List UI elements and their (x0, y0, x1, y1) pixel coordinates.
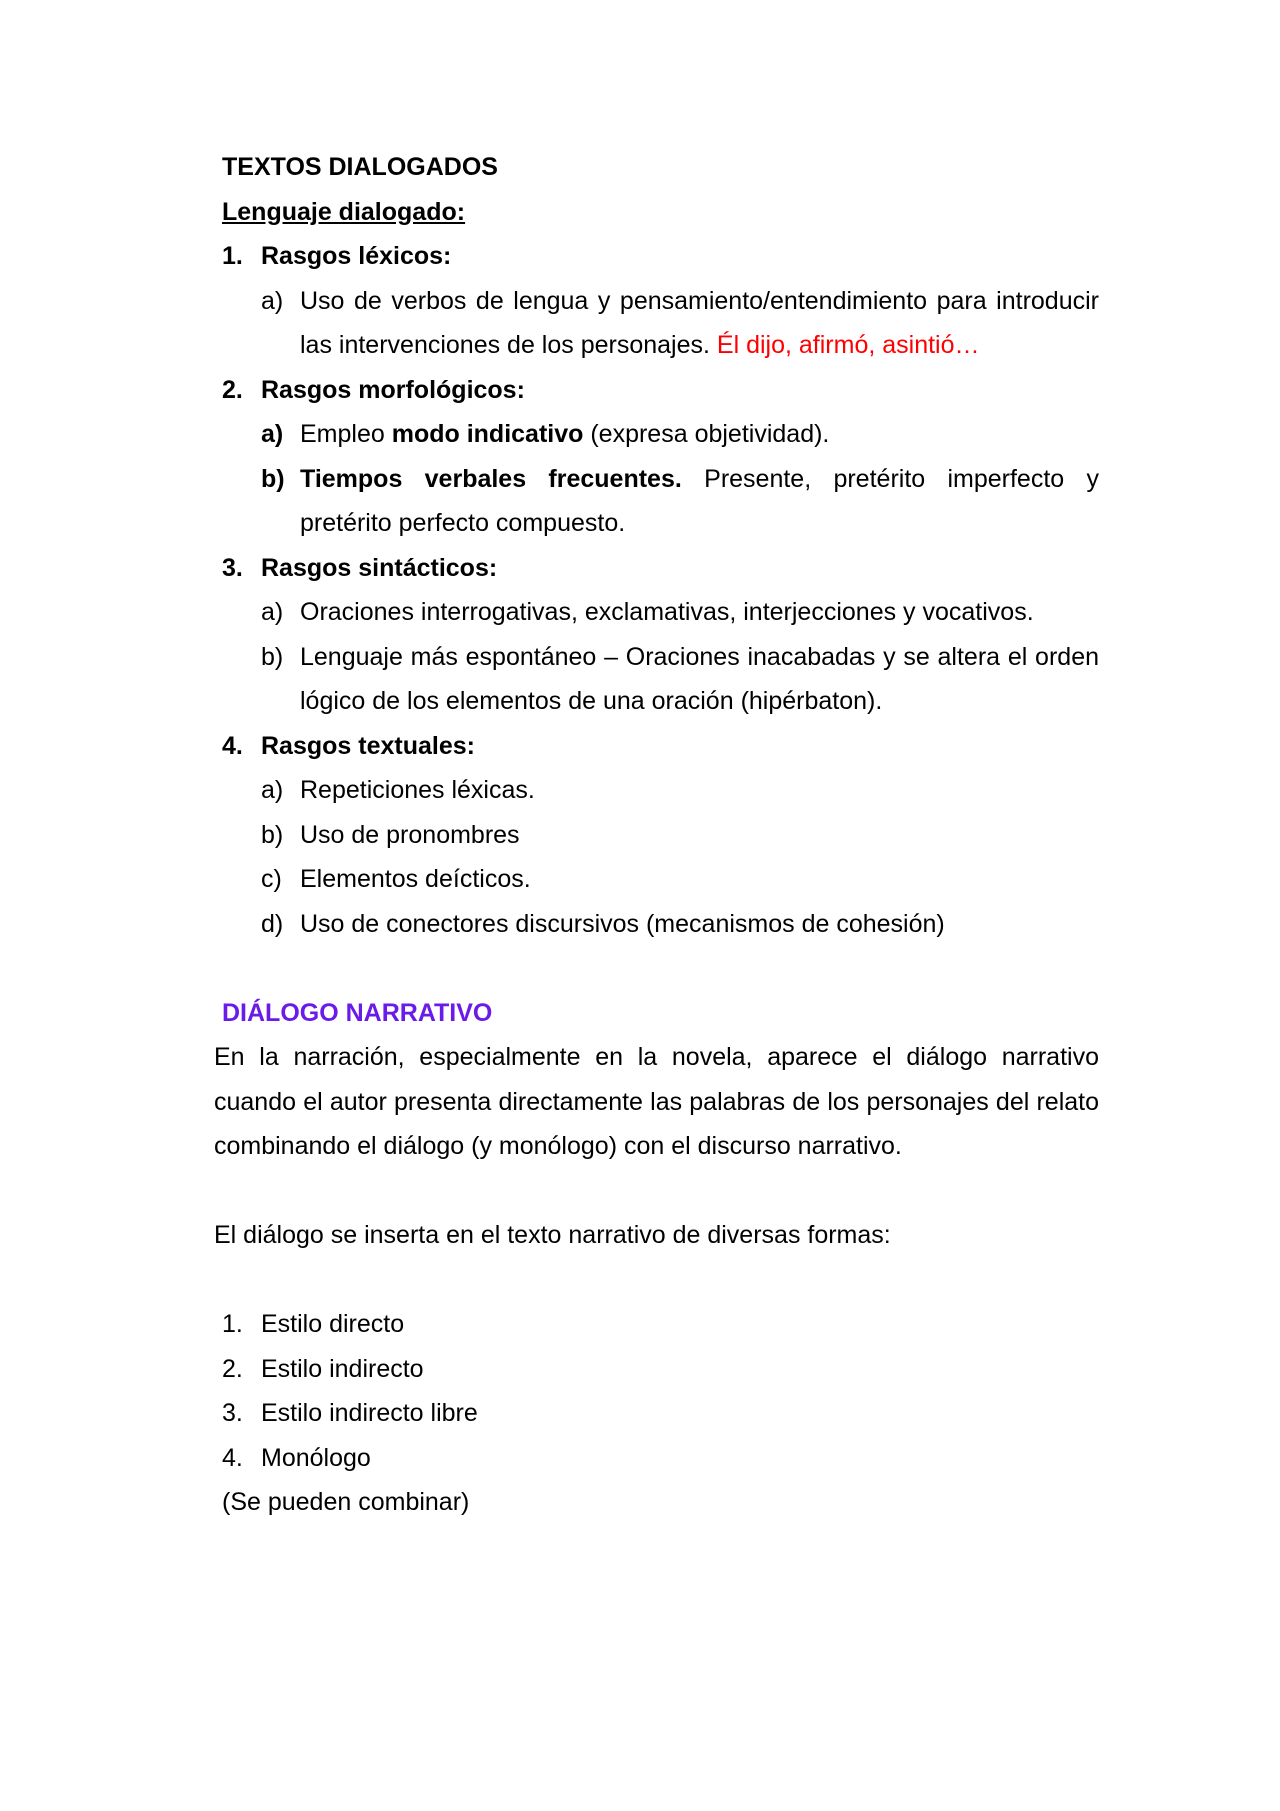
form-text: Estilo indirecto (261, 1354, 424, 1383)
list-item (214, 635, 1099, 724)
section-heading: Rasgos morfológicos: (261, 375, 525, 404)
item-label: a) (261, 776, 284, 804)
item-text-bold: Tiempos verbales frecuentes. (300, 464, 682, 493)
item-label: b) (261, 820, 284, 849)
section-number: 1. (222, 242, 243, 270)
item-label: a) (261, 420, 284, 448)
item-label: c) (261, 865, 282, 893)
item-text-main: Uso de verbos de lengua y pensamiento/entendimiento para introducir las intervenciones de los personajes. (300, 286, 1099, 359)
form-list-item (214, 1436, 1099, 1481)
item-text-post: Presente, pretérito imperfecto y pretérito perfecto compuesto. (300, 464, 1099, 537)
combine-note: (Se pueden combinar) (222, 1488, 470, 1516)
form-list-item (214, 1347, 1099, 1392)
section-rasgos-sintacticos (214, 546, 1099, 591)
spacer (214, 1169, 1099, 1214)
document-subtitle: Lenguaje dialogado: (222, 197, 466, 226)
list-item (214, 457, 1099, 546)
form-list-item (214, 1302, 1099, 1347)
item-example-red: Él dijo, afirmó, asintió… (716, 331, 980, 359)
list-item (214, 857, 1099, 902)
section-heading: Rasgos sintácticos: (261, 553, 498, 582)
document-title: TEXTOS DIALOGADOS (222, 153, 498, 181)
item-text: Elementos deícticos. (300, 865, 531, 893)
section-rasgos-textuales (214, 724, 1099, 769)
item-text (300, 279, 1099, 368)
section-heading: Rasgos léxicos: (261, 242, 452, 270)
section-number: 3. (222, 553, 243, 582)
item-label: b) (261, 642, 284, 671)
item-text (300, 457, 1099, 546)
section-number: 2. (222, 375, 243, 404)
form-text: Monólogo (261, 1443, 371, 1472)
form-text: Estilo indirecto libre (261, 1399, 478, 1427)
section-rasgos-lexicos (214, 234, 1099, 279)
spacer (214, 1258, 1099, 1303)
item-text: Repeticiones léxicas. (300, 776, 535, 804)
item-text-pre: Empleo (300, 420, 392, 448)
dialogo-paragraph-1: En la narración, especialmente en la novela, aparece el diálogo narrativo cuando el autor presenta directamente las palabras de los personajes del relato combinando el diálogo (y monólogo) con el discurso narrativo. (214, 1043, 1099, 1160)
form-number: 4. (222, 1443, 243, 1472)
item-text-bold: modo indicativo (391, 420, 584, 448)
item-label: d) (261, 909, 284, 938)
item-text: Lenguaje más espontáneo – Oraciones inacabadas y se altera el orden lógico de los elementos de una oración (hipérbaton). (300, 642, 1099, 715)
item-label: b) (261, 464, 285, 493)
item-label: a) (261, 598, 284, 626)
section-number: 4. (222, 731, 243, 760)
form-text: Estilo directo (261, 1310, 405, 1338)
list-item (214, 813, 1099, 858)
spacer (214, 946, 1099, 991)
section-heading: Rasgos textuales: (261, 731, 475, 760)
list-item (214, 279, 1099, 368)
document-content (214, 145, 1099, 1525)
dialogo-paragraph-2: El diálogo se inserta en el texto narrativo de diversas formas: (214, 1221, 891, 1249)
list-item (214, 590, 1099, 635)
form-number: 2. (222, 1354, 243, 1383)
dialogo-narrativo-heading: DIÁLOGO NARRATIVO (222, 998, 493, 1027)
list-item (214, 902, 1099, 947)
section-rasgos-morfologicos (214, 368, 1099, 413)
item-text: Oraciones interrogativas, exclamativas, interjecciones y vocativos. (300, 598, 1034, 626)
item-text: Uso de conectores discursivos (mecanismos de cohesión) (300, 909, 945, 938)
item-text-post: (expresa objetividad). (583, 420, 830, 448)
item-text: Uso de pronombres (300, 820, 520, 849)
item-label: a) (261, 286, 284, 315)
form-list-item (214, 1391, 1099, 1436)
form-number: 1. (222, 1310, 243, 1338)
list-item (214, 412, 1099, 457)
list-item (214, 768, 1099, 813)
form-number: 3. (222, 1399, 243, 1427)
item-text (300, 412, 1099, 457)
